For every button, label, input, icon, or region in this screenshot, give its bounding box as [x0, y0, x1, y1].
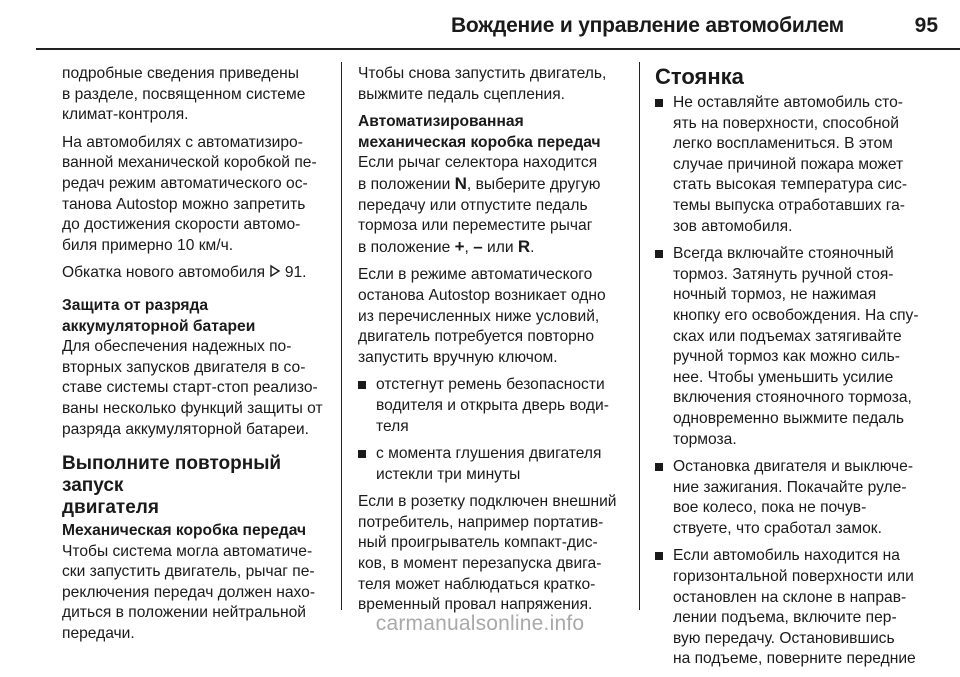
gear-r-symbol: R [517, 236, 531, 256]
paragraph-break-in [62, 263, 334, 284]
parking-list [655, 93, 955, 670]
gear-minus-symbol: – [473, 236, 483, 256]
watermark: carmanualsonline.info [375, 612, 585, 635]
paragraph-selector-lever: Если рычаг селектора находится в положении N, выберите другую передачу или отпустите педаль тормоза или переместите рычаг в положение +, – или R. [358, 154, 601, 256]
list-item: отстегнут ремень безопасности водителя и открыта дверь води- теля [358, 375, 634, 437]
restart-conditions-list [358, 375, 634, 485]
bullet-square-icon [358, 450, 366, 458]
paragraph-climate: подробные сведения приведены в разделе, посвященном системе климат-контроля. [62, 65, 306, 124]
header-divider [36, 48, 960, 50]
column-divider-2 [639, 62, 640, 610]
list-item: Не оставляйте автомобиль сто- ять на поверхности, способной легко воспламениться. В этом случае причиной пожара может стать высокая температура сис- темы выпуска отработавших га- зов автомобиля. [655, 93, 955, 237]
paragraph-autostop-speed: На автомобилях с автоматизиро- ванной механической коробкой пе- редач режим автоматического ос- танова Autostop можно запретить до достижения скорости автомо- биля примерно 10 км/ч. [62, 133, 317, 254]
column-divider-1 [341, 62, 342, 610]
list-item: Всегда включайте стояночный тормоз. Затянуть ручной стоя- ночный тормоз, не нажимая кнопку его освобождения. На спу- сках или подъемах затягивайте ручной тормоз как можно силь- нее. Чтобы уменьшить усилие включения стояночного тормоза, одновременно выжмите педаль тормоза. [655, 244, 955, 450]
paragraph-clutch: Чтобы снова запустить двигатель, выжмите педаль сцепления. [358, 65, 607, 103]
bullet-square-icon [655, 552, 663, 560]
heading-parking: Стоянка [655, 64, 744, 89]
page-reference-arrow-icon[interactable] [269, 264, 280, 281]
column-2 [358, 64, 634, 623]
subheading-automated-gearbox: Автоматизированная механическая коробка передач [358, 113, 601, 151]
paragraph-manual-restart: Если в режиме автоматического останова Autostop возникает одно из перечисленных ниже условий, двигатель потребуется повторно запустить вручную ключом. [358, 266, 606, 366]
page-title: Вождение и управление автомобилем [450, 14, 844, 37]
column-3 [655, 64, 955, 677]
column-1 [62, 64, 334, 652]
subheading-battery-protection: Защита от разряда аккумуляторной батареи [62, 296, 256, 335]
page-number: 95 [914, 14, 938, 37]
page-header [0, 0, 960, 44]
bullet-square-icon [358, 381, 366, 389]
list-item: с момента глушения двигателя истекли три минуты [358, 444, 634, 485]
bullet-square-icon [655, 250, 663, 258]
paragraph-voltage-drop: Если в розетку подключен внешний потребитель, например портатив- ный проигрыватель компакт-дис- ков, в момент перезапуска двига- теля может наблюдаться кратко- временный провал напряжения. [358, 493, 617, 614]
break-in-page-ref[interactable]: 91. [284, 264, 307, 282]
bullet-square-icon [655, 99, 663, 107]
list-item: Если автомобиль находится на горизонтальной поверхности или остановлен на склоне в направ- лении подъема, включите пер- вую передачу. Остановившись на подъеме, поверните передние [655, 546, 955, 670]
subheading-manual-gearbox: Механическая коробка передач [62, 522, 307, 540]
paragraph-battery-protection: Для обеспечения надежных по- вторных запусков двигателя в со- ставе системы старт-стоп реализо- ваны несколько функций защиты от разряда аккумуляторной батареи. [62, 338, 323, 438]
paragraph-manual-gearbox: Чтобы система могла автоматиче- ски запустить двигатель, рычаг пе- реключения передач должен нахо- диться в положении нейтральной передачи. [62, 542, 316, 643]
bullet-square-icon [655, 463, 663, 471]
gear-plus-symbol: + [454, 236, 465, 256]
heading-restart-engine: Выполните повторный запуск двигателя [62, 453, 282, 519]
list-item: Остановка двигателя и выключе- ние зажигания. Покачайте руле- вое колесо, пока не почув- ствуете, что сработал замок. [655, 457, 955, 539]
break-in-text: Обкатка нового автомобиля [62, 264, 266, 282]
gear-n-symbol: N [454, 173, 467, 193]
